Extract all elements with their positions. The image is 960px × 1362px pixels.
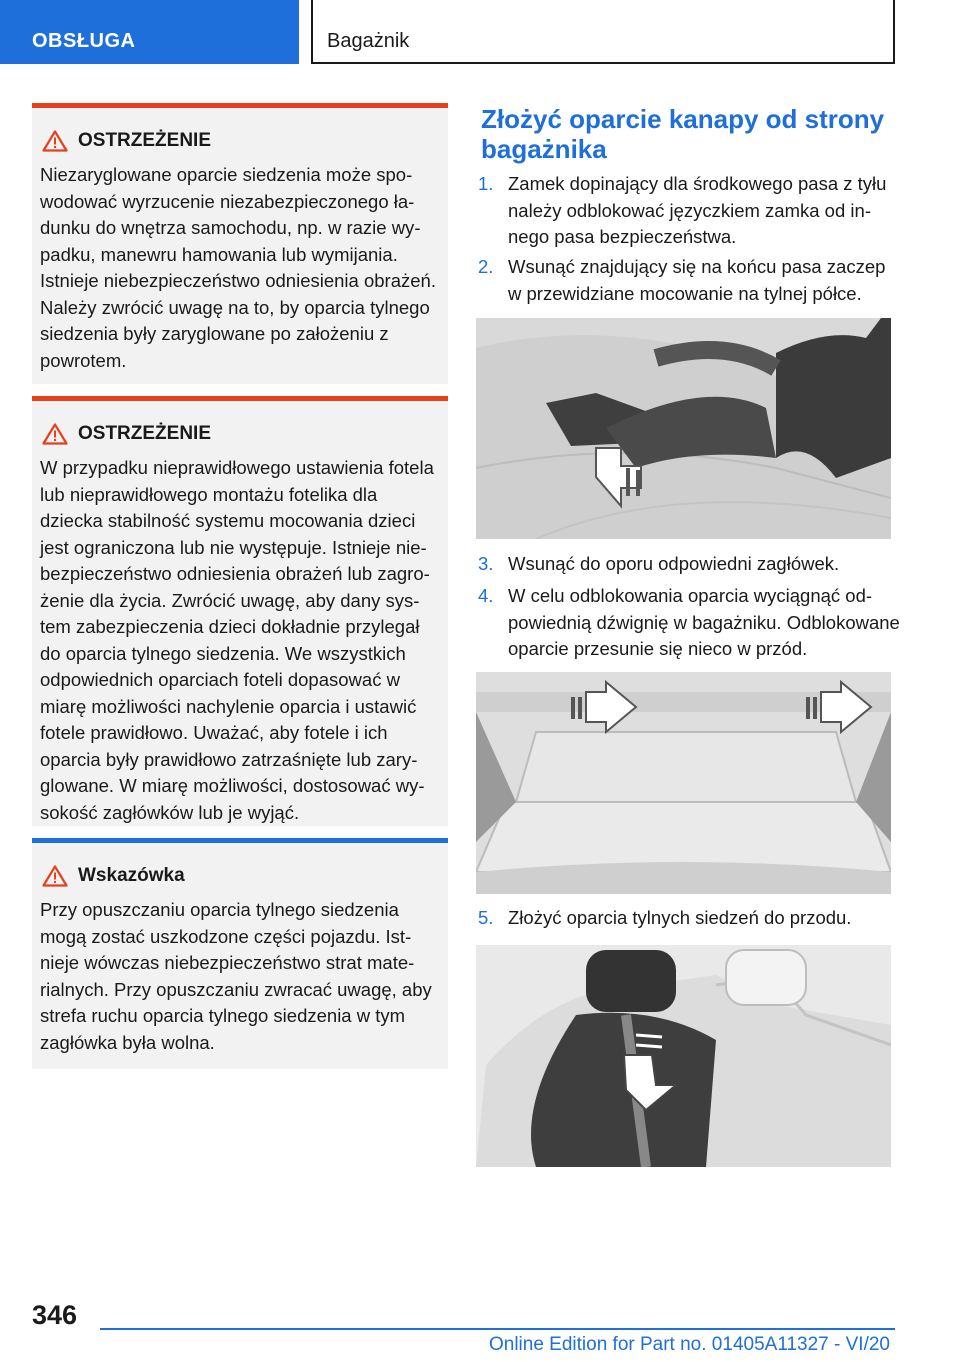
step-text: Wsunąć znajdujący się na końcu pasa zaczep w przewidziane mocowanie na tylnej półce. <box>508 256 886 304</box>
note-bar <box>32 838 448 843</box>
step-number: 4. <box>478 585 494 606</box>
step-3 <box>478 551 903 578</box>
step-2 <box>478 254 903 307</box>
warning-bar <box>32 396 448 401</box>
figure-trunk-levers <box>476 672 891 894</box>
figure-rear-seat <box>476 945 891 1167</box>
chapter-tab <box>311 0 895 64</box>
step-number: 5. <box>478 907 494 928</box>
warning-box-1 <box>32 103 448 384</box>
note-title: Wskazówka <box>32 865 448 887</box>
warning-title: OSTRZEŻENIE <box>32 423 448 445</box>
section-heading: Złożyć oparcie kanapy od strony bagażnika <box>481 104 885 164</box>
step-text: Złożyć oparcia tylnych siedzeń do przodu. <box>508 907 852 928</box>
warning-text: W przypadku nieprawidłowego ustawienia fotela lub nieprawidłowego montażu fotelika dla dziecka stabilność systemu mocowania dzieci jest ograniczona lub nie występuje. Istnieje niebezpieczeństwo odniesienia obrażeń lub zagrożenie dla życia. Zwrócić uwagę, aby dany system zabezpieczenia dzieci dokładnie przylegał do oparcia tylnego siedzenia. We wszystkich odpowiednich oparciach foteli dopasować w miarę możliwości nachylenie oparcia i ustawić fotele prawidłowo. Uważać, aby fotele i ich oparcia były prawidłowo zatrzaśnięte lub zaryglowane. W miarę możliwości, dostosować wysokość zagłówków lub je wyjąć. <box>40 457 434 823</box>
step-5 <box>478 905 903 932</box>
warning-triangle-icon <box>42 130 68 152</box>
step-text: Zamek dopinający dla środkowego pasa z tyłu należy odblokować języczkiem zamka od innego pasa bezpieczeństwa. <box>508 173 887 247</box>
warning-triangle-icon <box>42 423 68 445</box>
footer-edition: Online Edition for Part no. 01405A11327 - VI/20 <box>488 1334 890 1355</box>
note-text: Przy opuszczaniu oparcia tylnego siedzenia mogą zostać uszkodzone części pojazdu. Istnieje wówczas niebezpieczeństwo strat materialnych. Przy opuszczaniu zwracać uwagę, aby strefa ruchu oparcia tylnego siedzenia w tym zagłówka była wolna. <box>40 899 432 1053</box>
section-title: OBSŁUGA <box>32 30 136 52</box>
section-tab <box>0 0 299 64</box>
warning-box-2 <box>32 396 448 826</box>
page-number: 346 <box>32 1300 78 1330</box>
note-box <box>32 838 448 1069</box>
chapter-title: Bagażnik <box>327 30 410 52</box>
warning-text: Niezaryglowane oparcie siedzenia może spowodować wyrzucenie niezabezpieczonego ładunku do wnętrza samochodu, np. w razie wypadku, manewru hamowania lub wymijania. Istnieje niebezpieczeństwo odniesienia obrażeń. Należy zwrócić uwagę na to, by oparcia tylnego siedzenia były zaryglowane po założeniu z powrotem. <box>40 164 436 371</box>
footer-divider <box>100 1328 895 1330</box>
step-number: 3. <box>478 553 494 574</box>
warning-triangle-icon <box>42 865 68 887</box>
step-number: 1. <box>478 173 494 194</box>
step-4 <box>478 583 903 663</box>
step-number: 2. <box>478 256 494 277</box>
warning-title: OSTRZEŻENIE <box>32 130 448 152</box>
figure-belt-latch <box>476 318 891 539</box>
step-1 <box>478 171 903 251</box>
step-text: W celu odblokowania oparcia wyciągnąć odpowiednią dźwignię w bagażniku. Odblokowane oparcie przesunie się nieco w przód. <box>508 585 900 659</box>
step-text: Wsunąć do oporu odpowiedni zagłówek. <box>508 553 840 574</box>
warning-bar <box>32 103 448 108</box>
